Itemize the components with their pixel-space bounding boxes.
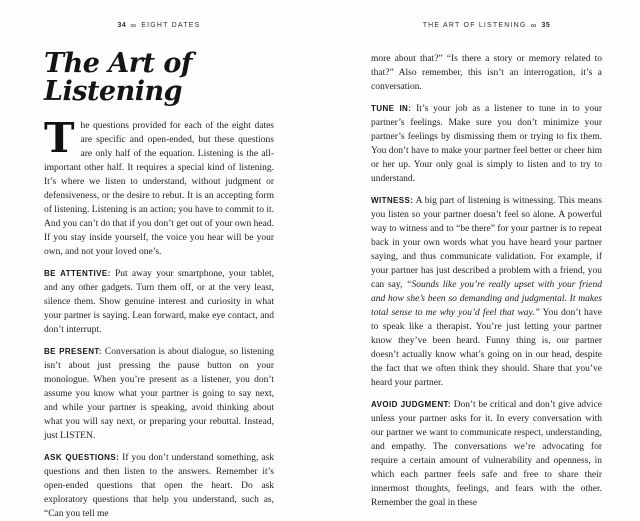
chapter-title: The Art of Listening: [44, 48, 192, 108]
paragraph-text: You don’t have to speak like a therapist. You’re just letting your partner know they’ve been heard. Funny thing is, our partner doesn’t actually know what’s going on in our head, despite the fact that we often think they should. Share that you’ve heard your partner.: [371, 308, 602, 388]
right-page-header: [371, 20, 602, 29]
section-label-tune-in: TUNE IN:: [371, 104, 412, 113]
infinity-ornament-icon: ∞: [530, 20, 538, 30]
left-page: [44, 20, 274, 521]
right-running-title: THE ART OF LISTENING: [422, 22, 527, 29]
italic-quote: “Sounds like you’re really upset with your friend and how she’s been so demanding and judgmental. It makes total sense to me why you’d feel that way.”: [371, 280, 602, 318]
paragraph-ask-questions: [44, 451, 274, 521]
section-label-be-present: BE PRESENT:: [44, 346, 102, 356]
paragraph-be-attentive: [44, 267, 274, 337]
paragraph-text: Don’t be critical and don’t give advice unless your partner asks for it. In every conversation with our partner we want to communicate respect, understanding, and empathy. The conversations we’re advocating for require a certain amount of vulnerability and openness, in which each partner feels safe and free to share their innermost thoughts, feelings, and fears with the other. Remember the goal in these: [371, 400, 603, 508]
paragraph-text: A big part of listening is witnessing. This means you listen so your partner doesn’t feel so alone. A powerful way to witness and to “be there” for your partner is to repeat back in your own words what you have heard your partner saying, and thus communicate validation. For example, if your partner has just described a problem with a friend, you can say,: [371, 196, 603, 290]
paragraph-text: he questions provided for each of the eight dates are specific and open-ended, but these questions are only half of the equation. Listening is the all-important other half. It requires a special kind of listening. It’s where we listen to understand, without judgment or defensiveness, or the desire to rebut. It is an accepting form of listening. Listening is an action; you have to commit to it. And you can’t do that if you don’t get out of your own head. If you stay inside yourself, the voice you hear will be your own, and not your loved one’s.: [44, 120, 274, 257]
paragraph-continuation: [371, 52, 602, 94]
paragraph-tune-in: [371, 102, 602, 186]
drop-cap: T: [44, 113, 75, 162]
paragraph-be-present: [44, 345, 274, 443]
paragraph-text: Conversation is about dialogue, so listening isn’t about just pressing the pause button on your monologue. When you’re present as a listener, you don’t assume you know what your partner is going to say next, and while your partner is speaking, avoid thinking about what you will say next, or preparing your rebuttal. Instead, just LISTEN.: [44, 346, 275, 441]
infinity-ornament-icon: ∞: [130, 20, 138, 30]
left-running-title: EIGHT DATES: [141, 22, 201, 29]
right-page-number: 35: [541, 22, 551, 29]
paragraph-text: Put away your smartphone, your tablet, and any other gadgets. Turn them off, or at the very least, silence them. Show genuine interest and curiosity in what your partner is saying. Lean forward, make eye contact, and don’t interrupt.: [44, 268, 275, 335]
section-label-ask-questions: ASK QUESTIONS:: [44, 452, 120, 462]
right-page: [371, 20, 602, 510]
paragraph-text: It’s your job as a listener to tune in to your partner’s feelings. Make sure you don’t minimize your partner’s feelings by dismissing them or trying to fix them. You don’t have to make your partner feel better or cheer him or her up. Your only goal is simply to listen and to try to understand.: [371, 104, 603, 184]
paragraph-text: If you don’t understand something, ask questions and then listen to the answers. Remember it’s open-ended questions that open the heart. Do ask exploratory questions that help you understand, such as, “Can you tell me: [44, 452, 274, 519]
section-label-witness: WITNESS:: [371, 196, 414, 205]
paragraph-avoid-judgment: [371, 398, 602, 510]
section-label-avoid-judgment: AVOID JUDGMENT:: [371, 400, 451, 409]
paragraph-witness: [371, 194, 602, 390]
section-label-be-attentive: BE ATTENTIVE:: [44, 268, 111, 278]
paragraph-intro: [44, 113, 274, 259]
paragraph-text: more about that?” “Is there a story or memory related to that?” Also remember, this isn’t an interrogation, it’s a conversation.: [371, 54, 602, 92]
left-page-number: 34: [117, 22, 127, 29]
left-page-header: [44, 20, 274, 29]
